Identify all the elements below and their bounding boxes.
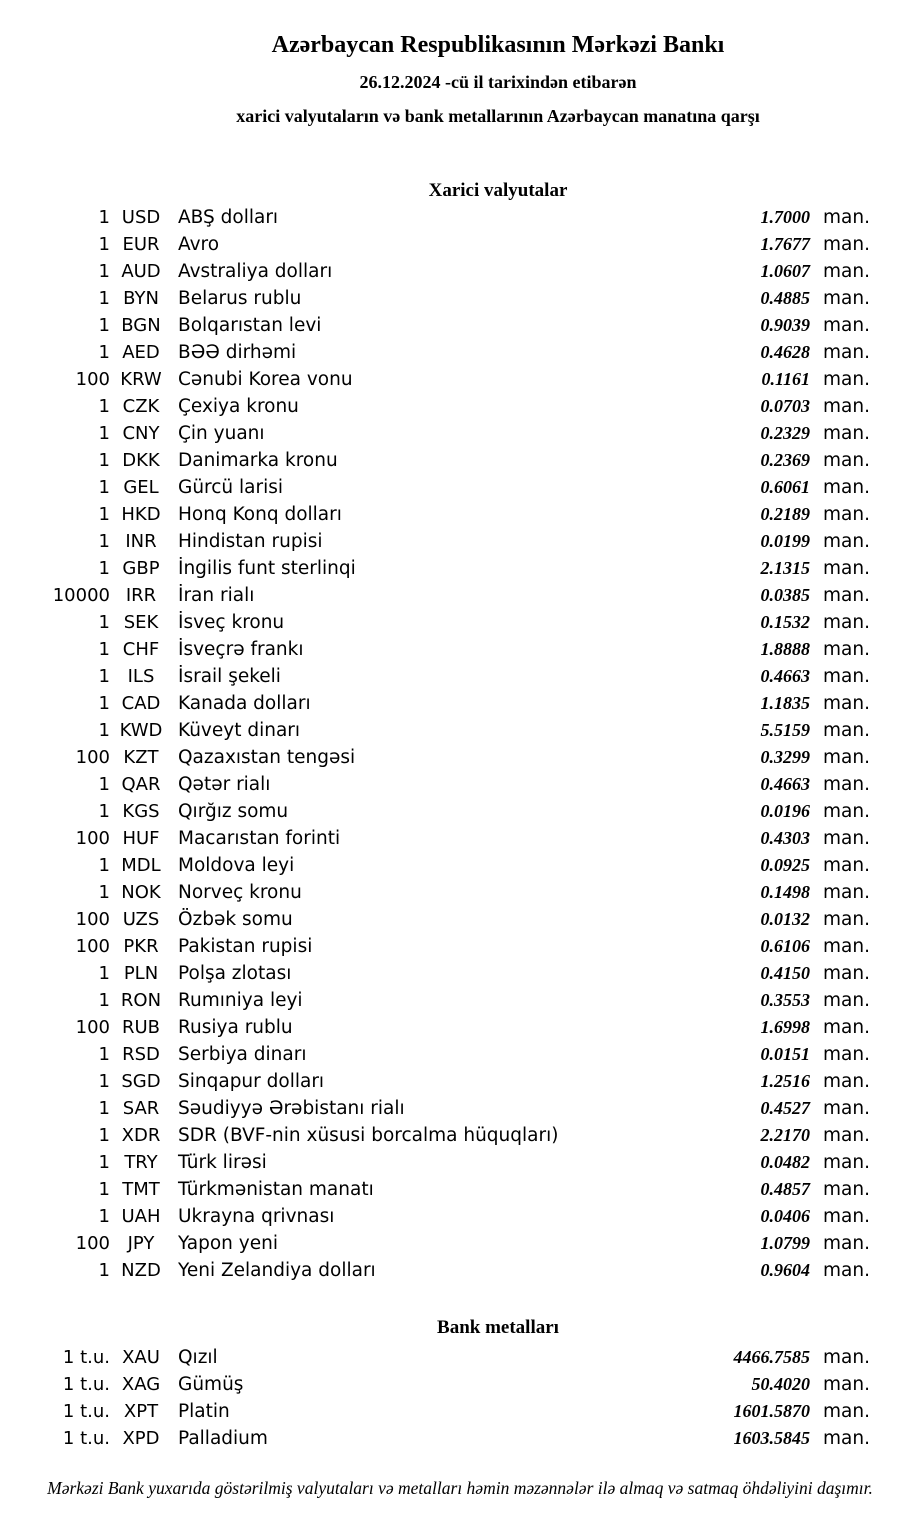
rate-row bbox=[0, 1149, 873, 1176]
unit-label: man. bbox=[823, 909, 870, 930]
rate-value: 0.6061 bbox=[760, 477, 810, 497]
currency-name: Polşa zlotası bbox=[178, 963, 292, 984]
rate-value: 0.4663 bbox=[760, 774, 810, 794]
currency-code: AUD bbox=[121, 261, 161, 282]
quantity-value: 1 bbox=[98, 558, 110, 579]
currency-code: XAU bbox=[122, 1347, 160, 1368]
quantity-value: 1 bbox=[98, 1152, 110, 1173]
rate-row bbox=[0, 798, 873, 825]
rate-value: 1.8888 bbox=[760, 639, 810, 659]
unit-label: man. bbox=[823, 828, 870, 849]
metals-table bbox=[0, 1344, 873, 1452]
rate-row bbox=[0, 744, 873, 771]
currencies-table bbox=[0, 204, 873, 1284]
rate-row bbox=[0, 1425, 873, 1452]
rate-value: 0.4857 bbox=[760, 1179, 810, 1199]
currency-name: Moldova leyi bbox=[178, 855, 295, 876]
rate-value: 50.4020 bbox=[751, 1374, 810, 1394]
unit-label: man. bbox=[823, 396, 870, 417]
bank-title: Azərbaycan Respublikasının Mərkəzi Bankı bbox=[271, 32, 725, 58]
currency-name: Kanada dolları bbox=[178, 693, 311, 714]
rate-value: 0.2369 bbox=[760, 450, 810, 470]
rate-row bbox=[0, 987, 873, 1014]
currency-name: Səudiyyə Ərəbistanı rialı bbox=[178, 1098, 405, 1119]
unit-label: man. bbox=[823, 1017, 870, 1038]
rate-row bbox=[0, 1203, 873, 1230]
quantity-value: 1 t.u. bbox=[62, 1347, 110, 1368]
quantity-value: 100 bbox=[75, 369, 110, 390]
currency-code: ILS bbox=[127, 666, 155, 687]
currency-name: Türkmənistan manatı bbox=[178, 1179, 374, 1200]
currency-name: Honq Konq dolları bbox=[178, 504, 342, 525]
rate-row bbox=[0, 447, 873, 474]
quantity-value: 1 bbox=[98, 1125, 110, 1146]
rate-row bbox=[0, 609, 873, 636]
currency-name: Qırğız somu bbox=[178, 801, 289, 822]
rate-value: 5.5159 bbox=[760, 720, 810, 740]
rate-row bbox=[0, 312, 873, 339]
currency-code: XPD bbox=[122, 1428, 160, 1449]
rate-value: 0.4885 bbox=[760, 288, 810, 308]
quantity-value: 1 bbox=[98, 720, 110, 741]
rate-row bbox=[0, 1068, 873, 1095]
unit-label: man. bbox=[823, 234, 870, 255]
rate-value: 0.3299 bbox=[760, 747, 810, 767]
rate-value: 0.2189 bbox=[760, 504, 810, 524]
rate-value: 0.6106 bbox=[760, 936, 810, 956]
unit-label: man. bbox=[823, 855, 870, 876]
currency-name: Rusiya rublu bbox=[178, 1017, 293, 1038]
currency-name: İsveç kronu bbox=[178, 612, 285, 633]
currency-code: XPT bbox=[123, 1401, 159, 1422]
unit-label: man. bbox=[823, 666, 870, 687]
quantity-value: 100 bbox=[75, 1233, 110, 1254]
disclaimer-text: Mərkəzi Bank yuxarıda göstərilmiş valyutaları və metalları həmin məzənnələr ilə almaq və satmaq öhdəliyini daşımır. bbox=[47, 1478, 873, 1498]
currency-code: MDL bbox=[121, 855, 161, 876]
unit-label: man. bbox=[823, 612, 870, 633]
quantity-value: 1 bbox=[98, 207, 110, 228]
currency-name: Qızıl bbox=[178, 1347, 218, 1368]
quantity-value: 1 bbox=[98, 315, 110, 336]
currency-name: Yeni Zelandiya dolları bbox=[178, 1260, 376, 1281]
rate-row bbox=[0, 906, 873, 933]
unit-label: man. bbox=[823, 1401, 870, 1422]
rate-row bbox=[0, 555, 873, 582]
currency-name: Avstraliya dolları bbox=[178, 261, 333, 282]
currency-name: Hindistan rupisi bbox=[178, 531, 323, 552]
unit-label: man. bbox=[823, 1071, 870, 1092]
currency-code: BYN bbox=[123, 288, 159, 309]
rate-value: 0.0385 bbox=[760, 585, 810, 605]
rate-value: 0.4150 bbox=[760, 963, 810, 983]
currency-code: IRR bbox=[125, 585, 157, 606]
quantity-value: 100 bbox=[75, 747, 110, 768]
currency-code: TRY bbox=[124, 1152, 158, 1173]
rate-row bbox=[0, 1041, 873, 1068]
currency-name: Özbək somu bbox=[178, 909, 293, 930]
quantity-value: 100 bbox=[75, 936, 110, 957]
unit-label: man. bbox=[823, 477, 870, 498]
currency-name: Yapon yeni bbox=[178, 1233, 278, 1254]
rate-value: 1603.5845 bbox=[733, 1428, 810, 1448]
currency-name: Ukrayna qrivnası bbox=[178, 1206, 335, 1227]
currency-code: NOK bbox=[121, 882, 161, 903]
rate-value: 0.1161 bbox=[761, 369, 810, 389]
rate-value: 1.2516 bbox=[760, 1071, 810, 1091]
unit-label: man. bbox=[823, 1044, 870, 1065]
currency-code: CZK bbox=[122, 396, 160, 417]
unit-label: man. bbox=[823, 720, 870, 741]
rate-row bbox=[0, 231, 873, 258]
rate-row bbox=[0, 771, 873, 798]
rate-value: 0.4663 bbox=[760, 666, 810, 686]
unit-label: man. bbox=[823, 882, 870, 903]
rate-row bbox=[0, 420, 873, 447]
currency-code: XAG bbox=[121, 1374, 161, 1395]
quantity-value: 1 bbox=[98, 1179, 110, 1200]
quantity-value: 10000 bbox=[52, 585, 110, 606]
unit-label: man. bbox=[823, 693, 870, 714]
rate-value: 0.9039 bbox=[760, 315, 810, 335]
currency-name: Platin bbox=[178, 1401, 230, 1422]
currency-code: GEL bbox=[123, 477, 159, 498]
rate-row bbox=[0, 852, 873, 879]
rate-value: 1.7000 bbox=[760, 207, 810, 227]
quantity-value: 1 bbox=[98, 774, 110, 795]
unit-label: man. bbox=[823, 342, 870, 363]
rate-value: 0.0151 bbox=[760, 1044, 810, 1064]
unit-label: man. bbox=[823, 639, 870, 660]
currency-name: İsveçrə frankı bbox=[178, 639, 304, 660]
currency-name: Avro bbox=[178, 234, 220, 255]
currency-code: KGS bbox=[122, 801, 160, 822]
rate-value: 2.1315 bbox=[760, 558, 810, 578]
currency-code: CHF bbox=[122, 639, 160, 660]
unit-label: man. bbox=[823, 369, 870, 390]
currency-name: SDR (BVF-nin xüsusi borcalma hüquqları) bbox=[178, 1125, 559, 1146]
rate-value: 0.0482 bbox=[760, 1152, 810, 1172]
currency-code: USD bbox=[121, 207, 161, 228]
quantity-value: 100 bbox=[75, 1017, 110, 1038]
currency-code: EUR bbox=[122, 234, 160, 255]
quantity-value: 1 bbox=[98, 288, 110, 309]
currency-name: Türk lirəsi bbox=[178, 1152, 267, 1173]
quantity-value: 1 t.u. bbox=[62, 1428, 110, 1449]
currency-code: BGN bbox=[121, 315, 161, 336]
rate-row bbox=[0, 1095, 873, 1122]
rate-value: 1.0799 bbox=[760, 1233, 810, 1253]
currency-code: UZS bbox=[122, 909, 160, 930]
unit-label: man. bbox=[823, 1260, 870, 1281]
currency-name: Gürcü larisi bbox=[178, 477, 284, 498]
rate-row bbox=[0, 636, 873, 663]
currency-name: Belarus rublu bbox=[178, 288, 302, 309]
rate-row bbox=[0, 285, 873, 312]
currency-name: Cənubi Korea vonu bbox=[178, 369, 353, 390]
quantity-value: 100 bbox=[75, 909, 110, 930]
rate-row bbox=[0, 1344, 873, 1371]
currency-name: İran rialı bbox=[178, 585, 255, 606]
rate-value: 0.1532 bbox=[760, 612, 810, 632]
quantity-value: 1 t.u. bbox=[62, 1401, 110, 1422]
rate-value: 1.1835 bbox=[760, 693, 810, 713]
quantity-value: 1 bbox=[98, 1098, 110, 1119]
quantity-value: 1 bbox=[98, 666, 110, 687]
currency-name: Bolqarıstan levi bbox=[178, 315, 322, 336]
rate-value: 0.4527 bbox=[760, 1098, 810, 1118]
quantity-value: 1 bbox=[98, 801, 110, 822]
unit-label: man. bbox=[823, 315, 870, 336]
currency-code: HKD bbox=[121, 504, 161, 525]
currency-name: ABŞ dolları bbox=[178, 207, 279, 228]
quantity-value: 1 bbox=[98, 882, 110, 903]
currency-name: Küveyt dinarı bbox=[178, 720, 301, 741]
unit-label: man. bbox=[823, 504, 870, 525]
currency-code: TMT bbox=[122, 1179, 160, 1200]
unit-label: man. bbox=[823, 1206, 870, 1227]
quantity-value: 1 bbox=[98, 612, 110, 633]
currency-name: Palladium bbox=[178, 1428, 268, 1449]
currency-code: DKK bbox=[122, 450, 160, 471]
quantity-value: 1 bbox=[98, 639, 110, 660]
unit-label: man. bbox=[823, 450, 870, 471]
rate-value: 0.3553 bbox=[760, 990, 810, 1010]
quantity-value: 1 bbox=[98, 693, 110, 714]
quantity-value: 1 bbox=[98, 990, 110, 1011]
rate-row bbox=[0, 933, 873, 960]
rate-row bbox=[0, 501, 873, 528]
currency-name: Gümüş bbox=[178, 1374, 244, 1395]
currency-code: UAH bbox=[121, 1206, 161, 1227]
currency-code: HUF bbox=[122, 828, 160, 849]
rate-row bbox=[0, 960, 873, 987]
quantity-value: 1 bbox=[98, 423, 110, 444]
currency-name: BƏƏ dirhəmi bbox=[178, 342, 297, 363]
currency-code: KZT bbox=[123, 747, 159, 768]
unit-label: man. bbox=[823, 1098, 870, 1119]
rate-value: 1601.5870 bbox=[733, 1401, 810, 1421]
rate-value: 0.4628 bbox=[760, 342, 810, 362]
currency-name: İsrail şekeli bbox=[178, 666, 281, 687]
rate-row bbox=[0, 474, 873, 501]
unit-label: man. bbox=[823, 531, 870, 552]
rate-row bbox=[0, 879, 873, 906]
unit-label: man. bbox=[823, 261, 870, 282]
document-subtitle: xarici valyutaların və bank metallarının Azərbaycan manatına qarşı bbox=[236, 106, 760, 126]
rate-row bbox=[0, 663, 873, 690]
quantity-value: 1 bbox=[98, 504, 110, 525]
unit-label: man. bbox=[823, 207, 870, 228]
currency-name: Macarıstan forinti bbox=[178, 828, 341, 849]
effective-date-line: 26.12.2024 -cü il tarixindən etibarən bbox=[359, 72, 637, 92]
quantity-value: 1 bbox=[98, 477, 110, 498]
currency-code: SAR bbox=[122, 1098, 160, 1119]
rate-row bbox=[0, 582, 873, 609]
currency-code: PLN bbox=[123, 963, 159, 984]
rate-value: 0.0196 bbox=[760, 801, 810, 821]
currency-name: Pakistan rupisi bbox=[178, 936, 313, 957]
currency-code: AED bbox=[122, 342, 160, 363]
rate-row bbox=[0, 393, 873, 420]
quantity-value: 1 bbox=[98, 1206, 110, 1227]
rate-row bbox=[0, 366, 873, 393]
rate-row bbox=[0, 339, 873, 366]
rate-row bbox=[0, 1176, 873, 1203]
currency-code: SEK bbox=[123, 612, 159, 633]
rate-value: 0.2329 bbox=[760, 423, 810, 443]
quantity-value: 1 bbox=[98, 963, 110, 984]
currency-code: KRW bbox=[120, 369, 162, 390]
unit-label: man. bbox=[823, 558, 870, 579]
rate-row bbox=[0, 690, 873, 717]
currency-code: CNY bbox=[122, 423, 160, 444]
rate-row bbox=[0, 717, 873, 744]
currency-name: Serbiya dinarı bbox=[178, 1044, 307, 1065]
unit-label: man. bbox=[823, 747, 870, 768]
rate-value: 0.0199 bbox=[760, 531, 810, 551]
rate-row bbox=[0, 825, 873, 852]
currency-code: NZD bbox=[121, 1260, 161, 1281]
unit-label: man. bbox=[823, 288, 870, 309]
rate-value: 0.9604 bbox=[760, 1260, 810, 1280]
rate-value: 0.0132 bbox=[760, 909, 810, 929]
currency-code: QAR bbox=[121, 774, 161, 795]
rate-row bbox=[0, 204, 873, 231]
currency-code: RON bbox=[120, 990, 162, 1011]
currency-code: SGD bbox=[121, 1071, 161, 1092]
unit-label: man. bbox=[823, 1233, 870, 1254]
unit-label: man. bbox=[823, 1152, 870, 1173]
unit-label: man. bbox=[823, 585, 870, 606]
currency-name: İngilis funt sterlinqi bbox=[178, 558, 356, 579]
rate-value: 0.0406 bbox=[760, 1206, 810, 1226]
currency-name: Norveç kronu bbox=[178, 882, 302, 903]
rate-row bbox=[0, 1230, 873, 1257]
unit-label: man. bbox=[823, 1428, 870, 1449]
unit-label: man. bbox=[823, 936, 870, 957]
rate-row bbox=[0, 1371, 873, 1398]
quantity-value: 100 bbox=[75, 828, 110, 849]
unit-label: man. bbox=[823, 774, 870, 795]
quantity-value: 1 bbox=[98, 1260, 110, 1281]
currency-code: JPY bbox=[127, 1233, 155, 1254]
currency-name: Danimarka kronu bbox=[178, 450, 338, 471]
currency-name: Qazaxıstan tengəsi bbox=[178, 747, 356, 768]
currency-name: Çexiya kronu bbox=[178, 396, 299, 417]
currency-code: RSD bbox=[122, 1044, 160, 1065]
rate-value: 0.4303 bbox=[760, 828, 810, 848]
quantity-value: 1 bbox=[98, 1071, 110, 1092]
rate-row bbox=[0, 528, 873, 555]
quantity-value: 1 bbox=[98, 531, 110, 552]
quantity-value: 1 bbox=[98, 855, 110, 876]
rate-value: 1.0607 bbox=[760, 261, 810, 281]
currency-code: PKR bbox=[123, 936, 159, 957]
rate-row bbox=[0, 1398, 873, 1425]
currency-name: Qətər rialı bbox=[178, 774, 271, 795]
currency-name: Rumıniya leyi bbox=[178, 990, 303, 1011]
quantity-value: 1 bbox=[98, 342, 110, 363]
rate-row bbox=[0, 258, 873, 285]
currency-code: CAD bbox=[121, 693, 161, 714]
currency-name: Sinqapur dolları bbox=[178, 1071, 325, 1092]
currency-name: Çin yuanı bbox=[178, 423, 265, 444]
unit-label: man. bbox=[823, 1179, 870, 1200]
unit-label: man. bbox=[823, 990, 870, 1011]
currencies-section-title: Xarici valyutalar bbox=[428, 180, 568, 201]
rate-row bbox=[0, 1257, 873, 1284]
quantity-value: 1 bbox=[98, 450, 110, 471]
quantity-value: 1 bbox=[98, 1044, 110, 1065]
currency-code: GBP bbox=[122, 558, 160, 579]
metals-section-title: Bank metalları bbox=[437, 1317, 559, 1338]
rate-value: 0.0703 bbox=[760, 396, 810, 416]
rate-value: 1.6998 bbox=[760, 1017, 810, 1037]
rate-value: 2.2170 bbox=[760, 1125, 810, 1145]
rate-value: 1.7677 bbox=[760, 234, 810, 254]
unit-label: man. bbox=[823, 423, 870, 444]
rate-value: 4466.7585 bbox=[733, 1347, 810, 1367]
rate-row bbox=[0, 1122, 873, 1149]
quantity-value: 1 bbox=[98, 234, 110, 255]
quantity-value: 1 bbox=[98, 396, 110, 417]
unit-label: man. bbox=[823, 963, 870, 984]
rate-value: 0.0925 bbox=[760, 855, 810, 875]
quantity-value: 1 t.u. bbox=[62, 1374, 110, 1395]
currency-code: XDR bbox=[121, 1125, 161, 1146]
rate-value: 0.1498 bbox=[760, 882, 810, 902]
currency-code: KWD bbox=[119, 720, 163, 741]
unit-label: man. bbox=[823, 1125, 870, 1146]
rate-row bbox=[0, 1014, 873, 1041]
currency-code: RUB bbox=[121, 1017, 161, 1038]
unit-label: man. bbox=[823, 801, 870, 822]
unit-label: man. bbox=[823, 1347, 870, 1368]
unit-label: man. bbox=[823, 1374, 870, 1395]
currency-code: INR bbox=[125, 531, 157, 552]
quantity-value: 1 bbox=[98, 261, 110, 282]
